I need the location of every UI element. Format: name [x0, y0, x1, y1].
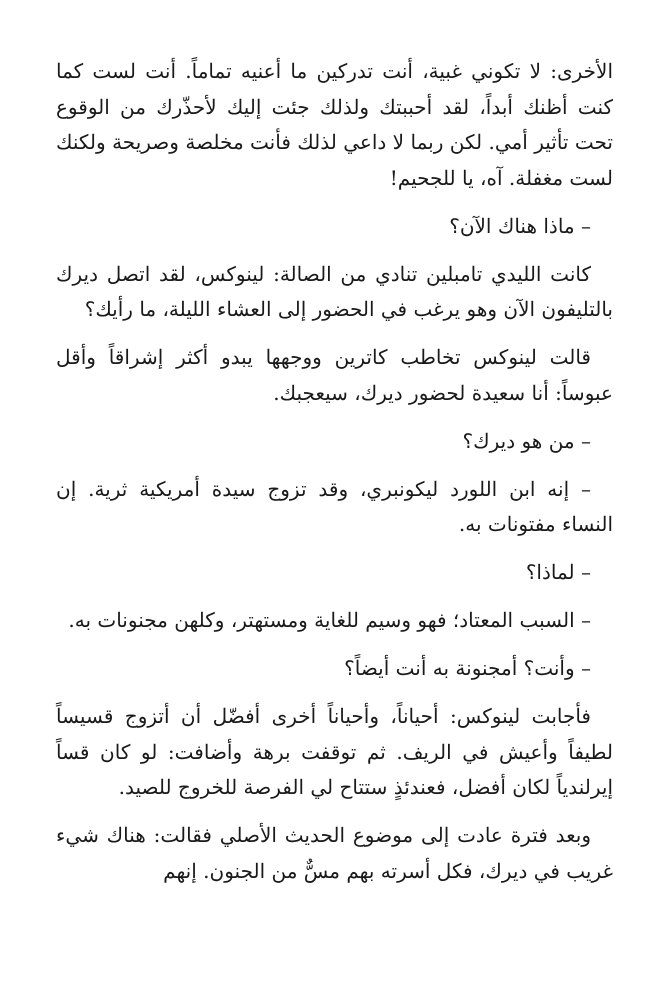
paragraph-10: فأجابت لينوكس: أحياناً، وأحياناً أخرى أفضّل أن أتزوج قسيساً لطيفاً وأعيش في الريف. ثم توقفت برهة وأضافت: لو كان قساً إيرلندياً لكان أفضل، فعندئذٍ ستتاح لي الفرصة للخروج للصيد.: [56, 704, 613, 799]
paragraph-4: قالت لينوكس تخاطب كاترين ووجهها يبدو أكثر إشراقاً وأقل عبوساً: أنا سعيدة لحضور ديرك، سيعجبك.: [56, 345, 613, 405]
paragraph-9: – وأنت؟ أمجنونة به أنت أيضاً؟: [344, 656, 591, 680]
paragraph-6: – إنه ابن اللورد ليكونبري، وقد تزوج سيدة أمريكية ثرية. إن النساء مفتونات به.: [56, 476, 613, 536]
paragraph-11: وبعد فترة عادت إلى موضوع الحديث الأصلي فقالت: هناك شيء غريب في ديرك، فكل أسرته بهم مسٌّ من الجنون. إنهم: [56, 823, 613, 883]
paragraph-5: – من هو ديرك؟: [462, 428, 591, 453]
paragraph-7: – لماذا؟: [525, 560, 591, 584]
book-page: [56, 54, 613, 902]
paragraph-8: – السبب المعتاد؛ فهو وسيم للغاية ومستهتر، وكلهن مجنونات به.: [68, 608, 591, 632]
paragraph-3: كانت الليدي تامبلين تنادي من الصالة: لينوكس، لقد اتصل ديرك بالتليفون الآن وهو يرغب في الحضور إلى العشاء الليلة، ما رأيك؟: [56, 261, 613, 321]
paragraph-2: – ماذا هناك الآن؟: [449, 213, 591, 238]
paragraph-1: الأخرى: لا تكوني غبية، أنت تدركين ما أعنيه تماماً. أنت لست كما كنت أظنك أبداً، لقد أحببتك ولذلك جئت إليك لأحذّرك من الوقوع تحت تأثير أمي. لكن ربما لا داعي لذلك فأنت مخلصة وصريحة ولكنك لست مغفلة. آه، يا للجحيم!: [56, 59, 613, 190]
